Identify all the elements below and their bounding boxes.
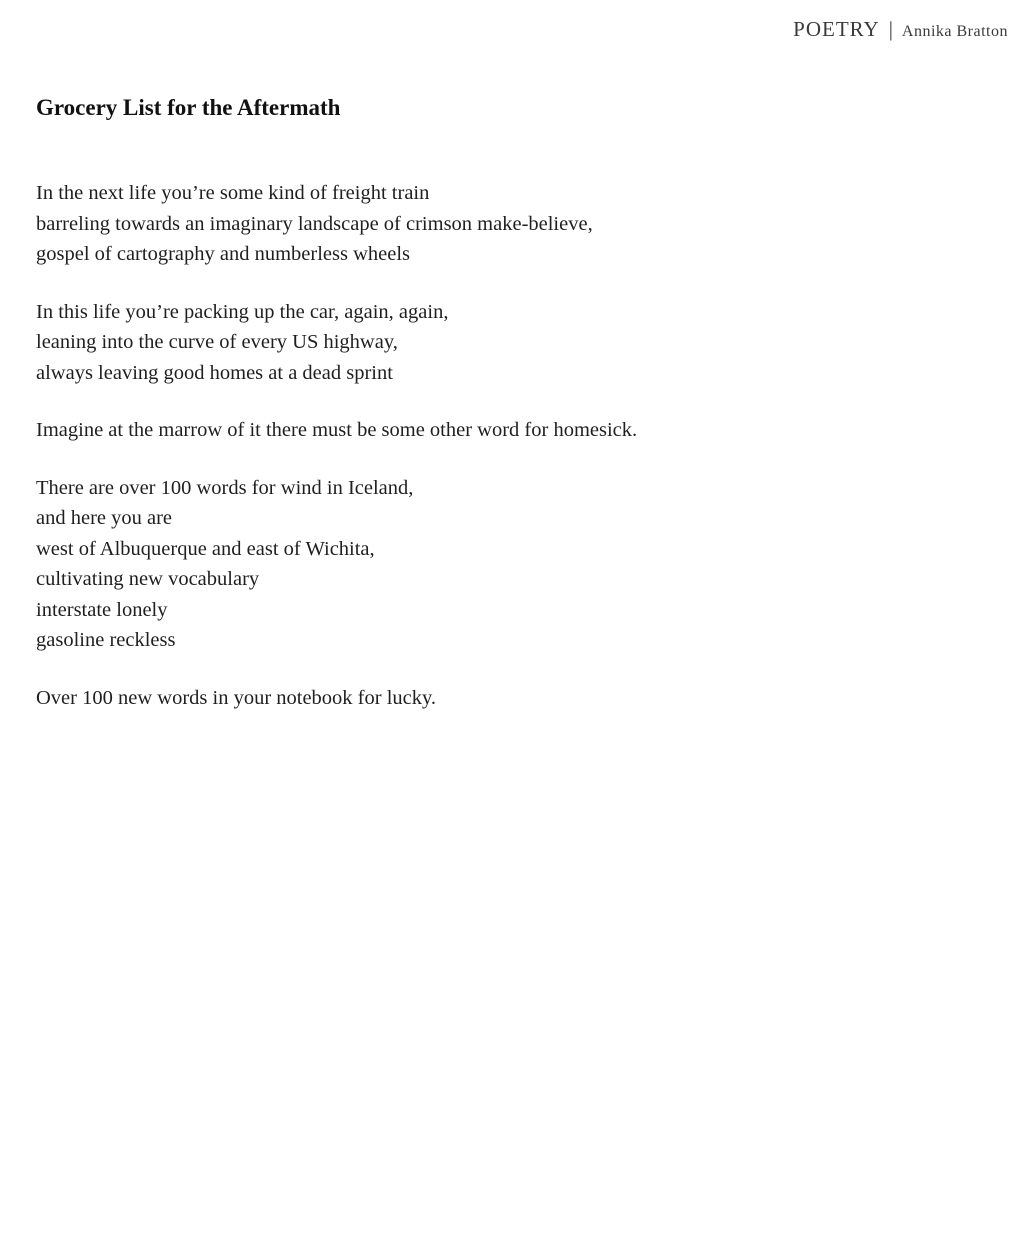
poem-line: Over 100 new words in your notebook for lucky. [36, 686, 437, 709]
poem-line: barreling towards an imaginary landscape of crimson make-believe, [36, 212, 593, 235]
poem-line: cultivating new vocabulary [36, 568, 260, 590]
poem-stanza-2 [36, 297, 796, 389]
poem-line: west of Albuquerque and east of Wichita, [36, 537, 375, 560]
poem-line: In the next life you’re some kind of freight train [36, 182, 430, 204]
poem-body [36, 94, 796, 740]
poem-title: Grocery List for the Aftermath [36, 95, 341, 120]
poem-line: interstate lonely [36, 598, 168, 621]
poem-stanza-4 [36, 473, 796, 656]
poem-line: In this life you’re packing up the car, again, again, [36, 300, 449, 323]
poem-line: and here you are [36, 507, 173, 529]
poem-line: always leaving good homes at a dead sprint [36, 361, 393, 384]
poem-line: leaning into the curve of every US highway, [36, 331, 398, 353]
poem-stanza-1 [36, 178, 796, 270]
poem-stanza-3 [36, 415, 796, 446]
header-separator: | [888, 17, 893, 41]
poem-line: Imagine at the marrow of it there must be some other word for homesick. [36, 419, 638, 441]
poem-line: gospel of cartography and numberless wheels [36, 243, 411, 265]
poem-line: There are over 100 words for wind in Iceland, [36, 476, 414, 499]
section-label: POETRY [793, 17, 880, 41]
author-name: Annika Bratton [901, 23, 1008, 40]
poem-line: gasoline reckless [36, 629, 176, 651]
poem-stanza-5 [36, 683, 796, 714]
page-header [793, 17, 1008, 42]
